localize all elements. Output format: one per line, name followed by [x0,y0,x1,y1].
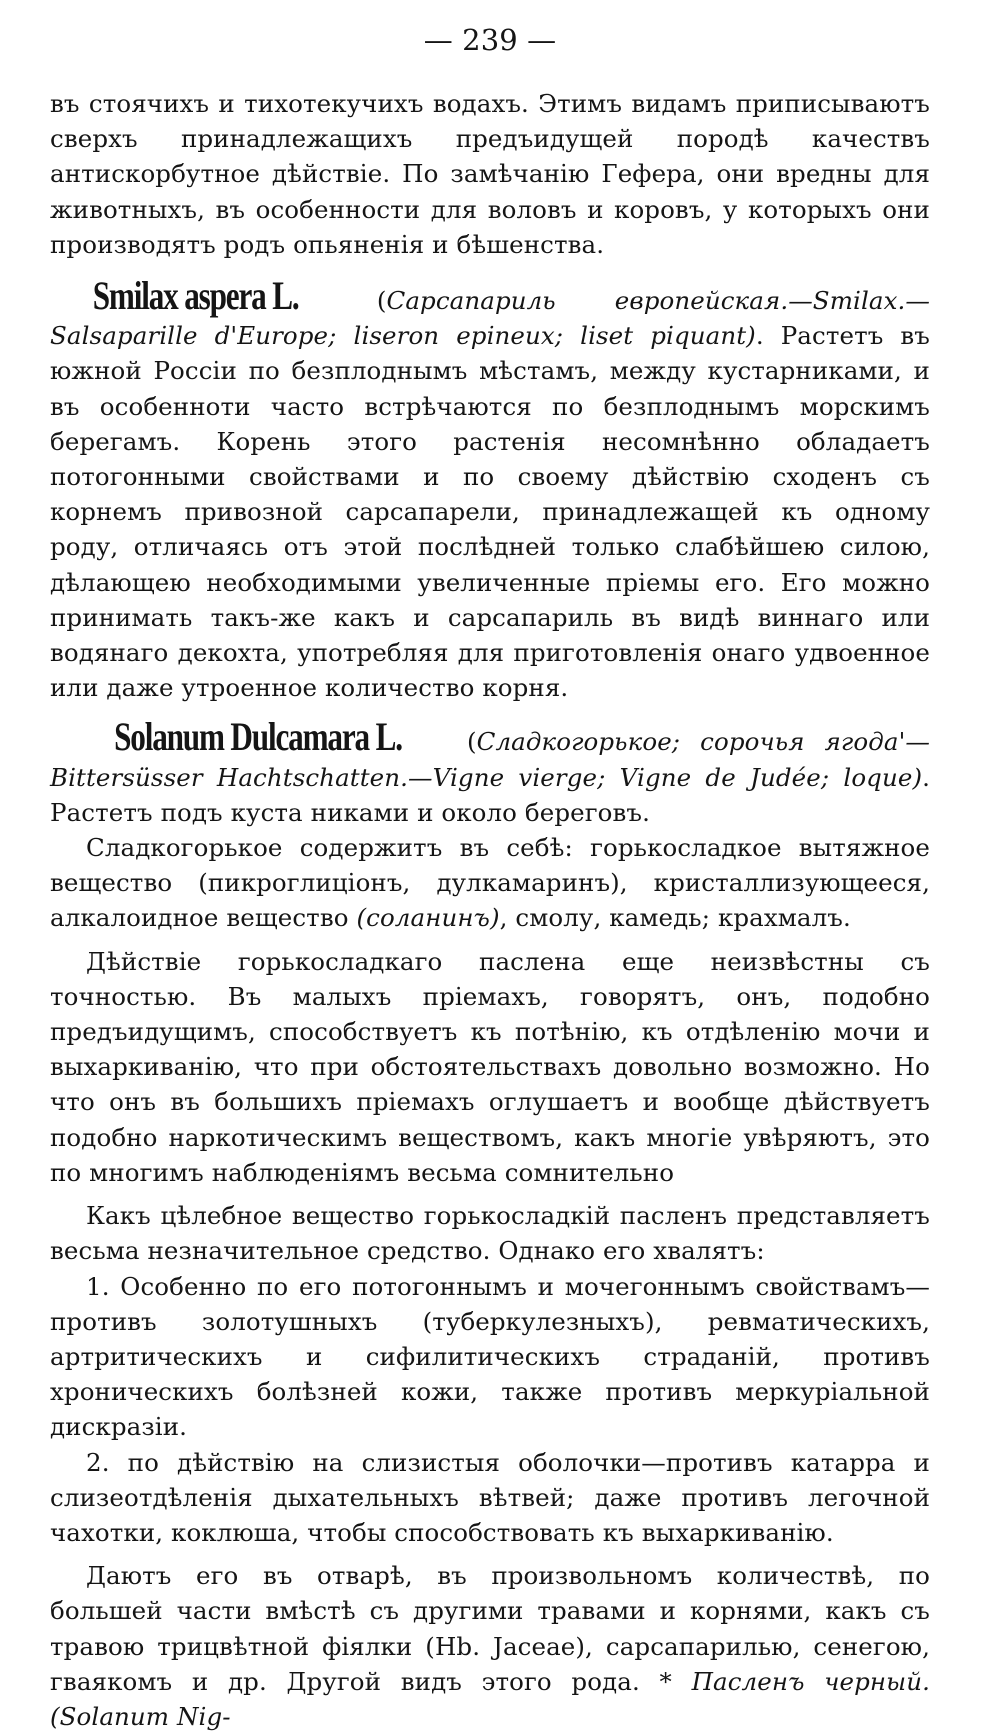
paren-open: ( [317,286,387,316]
paragraph-solanum [50,714,931,830]
common-names-solanum: Сладкогорькое; сорочья ягода'—Bittersüsser Hachtschatten.—Vigne vierge; Vigne de Judée; loque) [50,727,931,792]
paragraph-remedy: Какъ цѣлебное вещество горькосладкій пасленъ представляетъ весьма незначительное средство. Однако его хвалятъ: [50,1201,930,1266]
common-names-smilax: Сарсапариль европейская.—Smilax.—Salsaparille d'Europe; liseron epineux; liset piquant) [50,286,931,351]
paren-open: ( [446,727,477,757]
list-item-2: 2. по дѣйствію на слизистыя оболочки—противъ катарра и слизеотдѣленія дыхательныхъ вѣтвей; даже противъ легочной чахотки, коклюша, чтобы способствовать къ выхаркиванію. [50,1447,930,1547]
paragraph-smilax [50,273,931,705]
paragraph-composition [50,830,930,936]
composition-text-end: , смолу, камедь; крахмалъ. [499,903,851,933]
dosage-italic: Пасленъ черный. (Solanum Nig- [50,1666,930,1731]
description-smilax: . Растетъ въ южной Россіи по безплоднымъ мѣстамъ, между кустарниками, и въ особенноти часто встрѣчаются по безплоднымъ морскимъ берегамъ. Корень этого растенія несомнѣнно обладаетъ потогонными свойствами и по своему дѣйствію сходенъ съ корнемъ привозной сарсапарели, принадлежащей къ одному роду, отличаясь отъ этой послѣдней только слабѣйшею силою, дѣлающею необходимыми увеличенные пріемы его. Его можно принимать такъ-же какъ и сарсапариль въ видѣ виннаго или водянаго декохта, употребляя для приготовленія онаго удвоенное или даже утроенное количество корня. [50,321,930,703]
book-page [50,22,930,1734]
species-heading-smilax: Smilax aspera L. [92,273,299,319]
composition-italic: (соланинъ) [356,903,500,933]
species-heading-solanum: Solanum Dulcamara L. [114,714,402,760]
list-item-1: 1. Особенно по его потогоннымъ и мочегоннымъ свойствамъ— противъ золотушныхъ (туберкулезныхъ), ревматическихъ, артритическихъ и сифилитическихъ страданій, противъ хроническихъ болѣзней кожи, также противъ меркуріальной дискразіи. [50,1271,930,1442]
paragraph-dosage [50,1558,930,1734]
description-solanum: . Растетъ подъ куста никами и около береговъ. [50,762,930,827]
dosage-text: Даютъ его въ отварѣ, въ произвольномъ количествѣ, по большей части вмѣстѣ съ другими травами и корнями, какъ съ травою трицвѣтной фіялки (Hb. Jaceae), сарсапарилью, сенегою, гваякомъ и др. Другой видъ этого рода. * [50,1561,930,1696]
composition-text: Сладкогорькое содержитъ въ себѣ: горькосладкое вытяжное вещество (пикроглиціонъ, дулкамаринъ), кристаллизующееся, алкалоидное вещество [50,833,930,933]
paragraph-action: Дѣйствіе горькосладкаго паслена еще неизвѣстны съ точностью. Въ малыхъ пріемахъ, говорятъ, онъ, подобно предъидущимъ, способствуетъ къ потѣнію, къ отдѣленію мочи и выхаркиванію, что при обстоятельствахъ довольно возможно. Но что онъ въ большихъ пріемахъ оглушаетъ и вообще дѣйствуетъ подобно наркотическимъ веществомъ, какъ многіе увѣряютъ, это по многимъ наблюденіямъ весьма сомнительно [50,946,930,1187]
page-number: — 239 — [423,23,557,57]
paragraph-water-plants: въ стоячихъ и тихотекучихъ водахъ. Этимъ видамъ приписываютъ сверхъ принадлежащихъ предъидущей породѣ качествъ антискорбутное дѣйствіе. По замѣчанію Гефера, они вредны для животныхъ, въ особенности для воловъ и коровъ, у которыхъ они производятъ родъ опьяненія и бѣшенства. [50,89,930,259]
